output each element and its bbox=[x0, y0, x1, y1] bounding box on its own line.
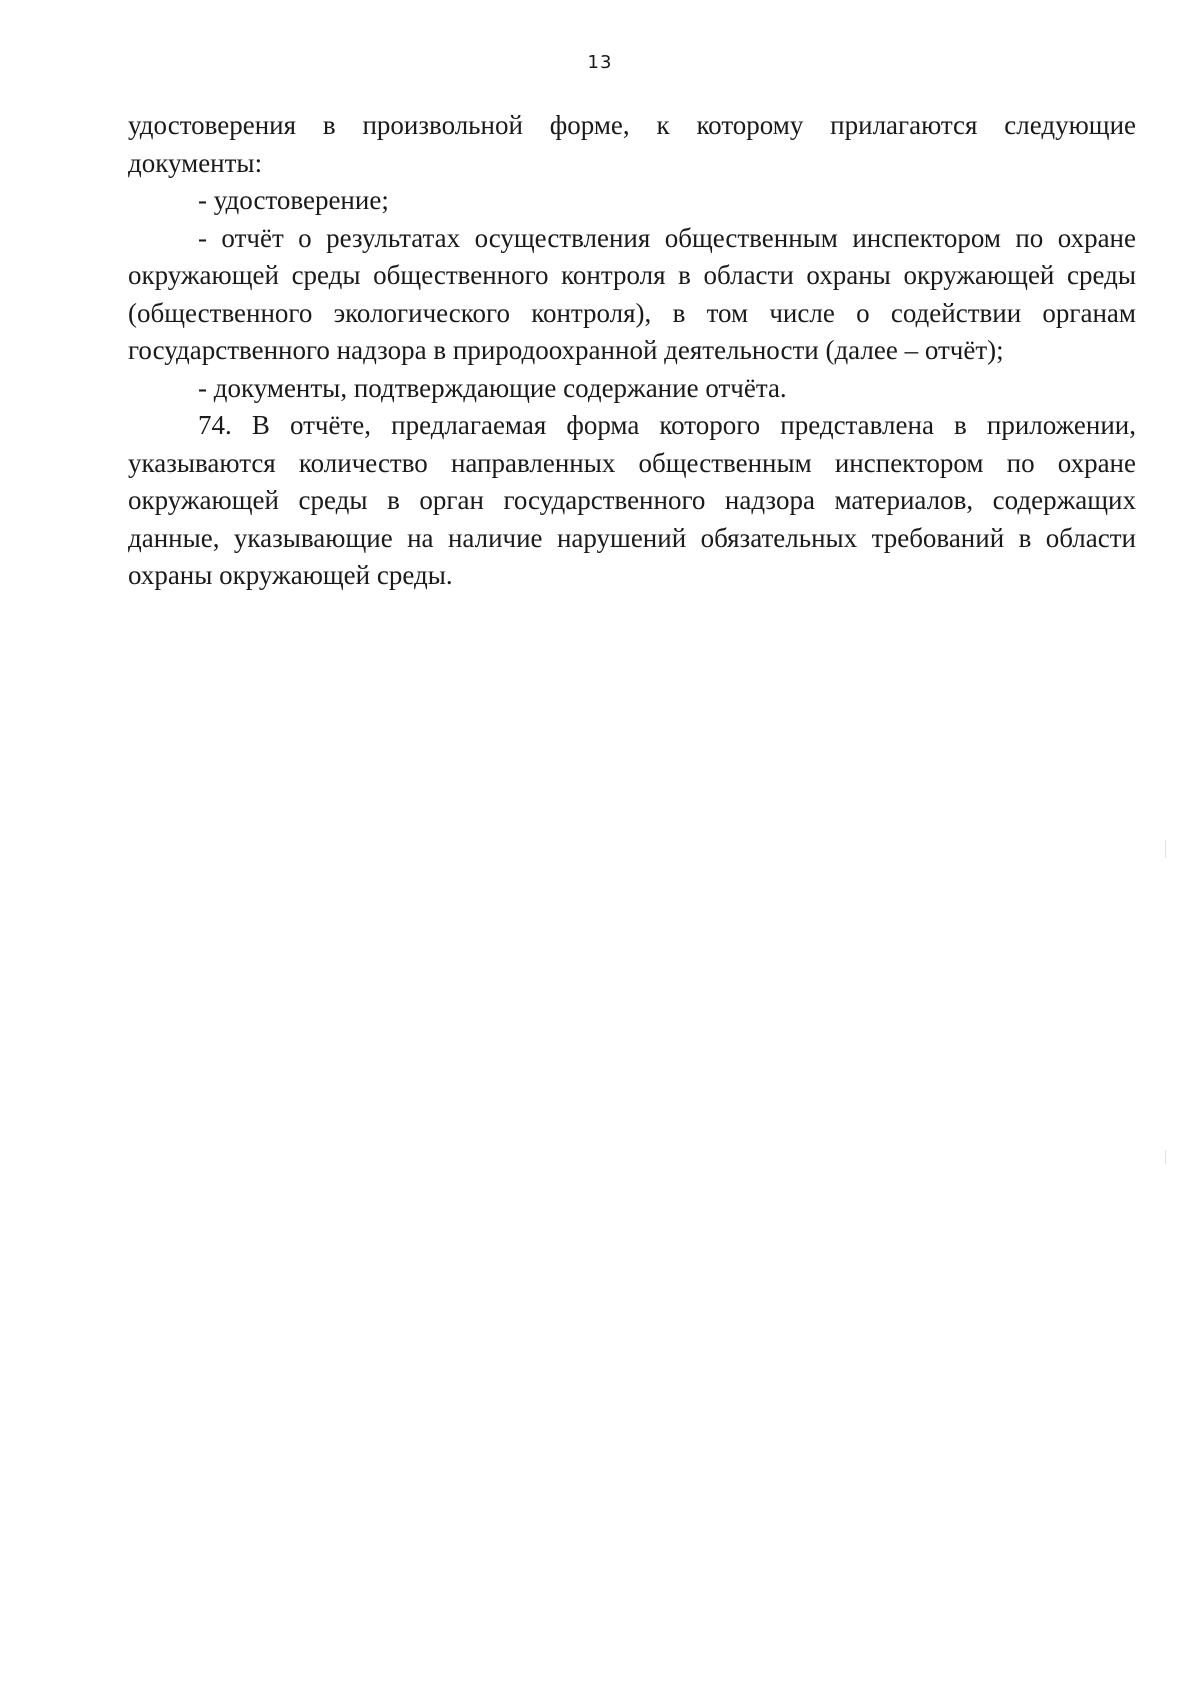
scan-artifact-line bbox=[1165, 1150, 1166, 1164]
document-body bbox=[128, 107, 1136, 595]
list-item-certificate: - удостоверение; bbox=[198, 185, 389, 215]
scan-artifact-line bbox=[1165, 840, 1166, 858]
list-item-supporting-documents: - документы, подтверждающие содержание отчёта. bbox=[198, 372, 787, 403]
page-number: 13 bbox=[587, 52, 613, 73]
paragraph-continuation: удостоверения в произвольной форме, к которому прилагаются следующие документы: bbox=[128, 110, 1136, 178]
list-item-report: - отчёт о результатах осуществления общественным инспектором по охране окружающей среды общественного контроля в области охраны окружающей среды (общественного экологического контроля), в том числе о содействии органам государственного надзора в природоохранной деятельности (далее – отчёт); bbox=[128, 222, 1136, 365]
paragraph-clause-74: 74. В отчёте, предлагаемая форма которого представлена в приложении, указываются количество направленных общественным инспектором по охране окружающей среды в орган государственного надзора материалов, содержащих данные, указывающие на наличие нарушений обязательных требований в области охраны окружающей среды. bbox=[128, 410, 1136, 590]
